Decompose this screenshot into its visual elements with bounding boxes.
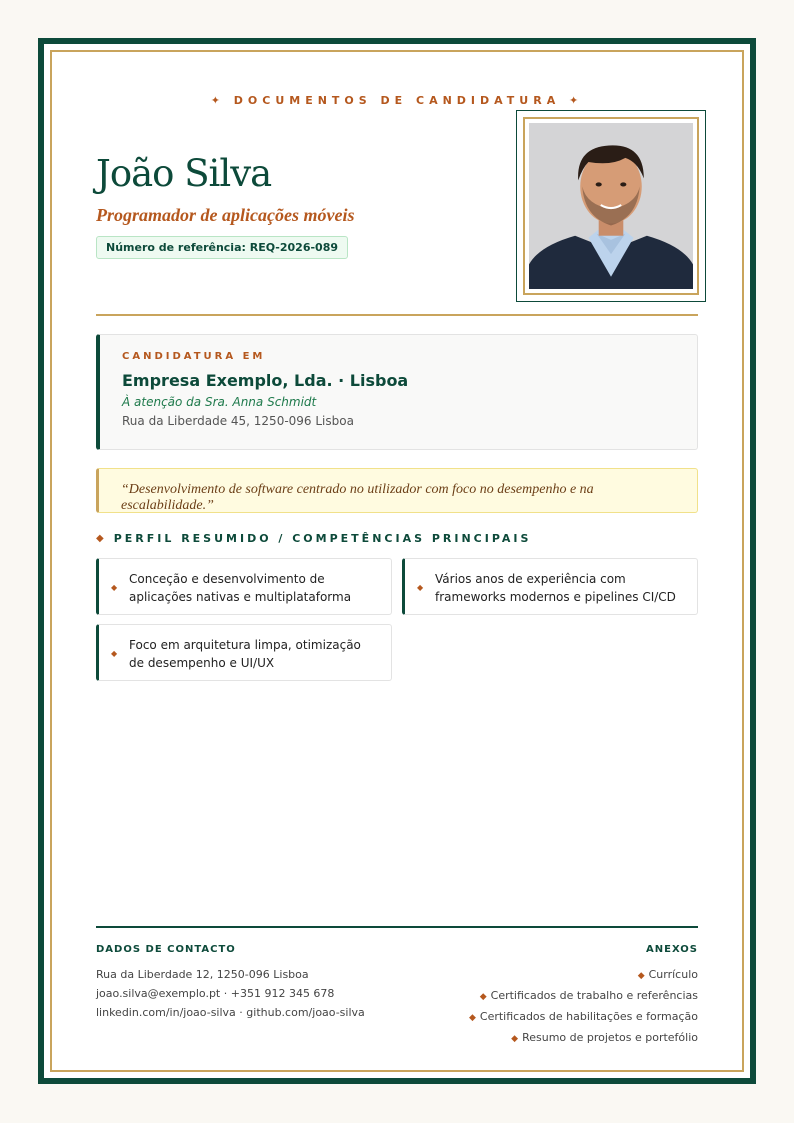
diamond-icon: ◆ — [511, 1034, 519, 1044]
annexes-section — [398, 944, 698, 1049]
applicant-name: João Silva — [96, 152, 272, 195]
annex-item — [398, 965, 698, 986]
recipient-attention: À atenção da Sra. Anna Schmidt — [122, 395, 317, 409]
annex-label: Currículo — [648, 968, 698, 981]
document-content — [96, 52, 698, 1070]
diamond-icon: ◆ — [96, 533, 104, 544]
annex-item — [398, 1007, 698, 1028]
annexes-heading: ANEXOS — [646, 944, 698, 955]
annex-label: Certificados de trabalho e referências — [490, 989, 698, 1002]
diamond-icon: ◆ — [417, 583, 424, 592]
reference-value: REQ-2026-089 — [249, 241, 338, 254]
page-border — [38, 38, 756, 1084]
annex-item — [398, 1028, 698, 1049]
annex-label: Resumo de projetos e portefólio — [522, 1031, 698, 1044]
portrait-photo — [529, 123, 693, 289]
profile-heading-text: PERFIL RESUMIDO / COMPETÊNCIAS PRINCIPAIS — [113, 532, 532, 545]
job-title: Programador de aplicações móveis — [96, 205, 355, 225]
reference-badge — [96, 236, 348, 259]
contact-heading: DADOS DE CONTACTO — [96, 944, 236, 955]
motto-quote: “Desenvolvimento de software centrado no utilizador com foco no desempenho e na escalabilidade.” — [96, 468, 698, 513]
recipient-kicker: CANDIDATURA EM — [122, 351, 266, 362]
recipient-company: Empresa Exemplo, Lda. · Lisboa — [122, 371, 409, 390]
profile-heading — [96, 532, 531, 545]
document-kicker: ✦ DOCUMENTOS DE CANDIDATURA ✦ — [210, 94, 584, 107]
reference-label: Número de referência: — [106, 241, 246, 254]
footer-divider — [96, 926, 698, 928]
diamond-icon: ◆ — [479, 992, 487, 1002]
skill-card — [96, 558, 392, 615]
skill-text: Conceção e desenvolvimento de aplicações nativas e multiplataforma — [129, 572, 352, 604]
skill-text: Foco em arquitetura limpa, otimização de desempenho e UI/UX — [129, 638, 361, 670]
diamond-icon: ◆ — [637, 971, 645, 981]
skill-text: Vários anos de experiência com frameworks modernos e pipelines CI/CD — [435, 572, 676, 604]
contact-email-phone: joao.silva@exemplo.pt · +351 912 345 678 — [96, 987, 335, 1000]
page-inner-frame — [50, 50, 744, 1072]
contact-links: linkedin.com/in/joao-silva · github.com/joao-silva — [96, 1006, 365, 1019]
contact-address: Rua da Liberdade 12, 1250-096 Lisboa — [96, 968, 309, 981]
skill-card — [96, 624, 392, 681]
portrait-frame — [516, 110, 706, 302]
annex-item — [398, 986, 698, 1007]
recipient-street: Rua da Liberdade 45, 1250-096 Lisboa — [122, 414, 354, 428]
annex-label: Certificados de habilitações e formação — [479, 1010, 698, 1023]
recipient-box — [96, 334, 698, 450]
portrait-inner-frame — [523, 117, 699, 295]
diamond-icon: ◆ — [468, 1013, 476, 1023]
header-divider — [96, 314, 698, 316]
diamond-icon: ◆ — [111, 583, 118, 592]
skill-card — [402, 558, 698, 615]
contact-section — [96, 944, 416, 1022]
diamond-icon: ◆ — [111, 649, 118, 658]
